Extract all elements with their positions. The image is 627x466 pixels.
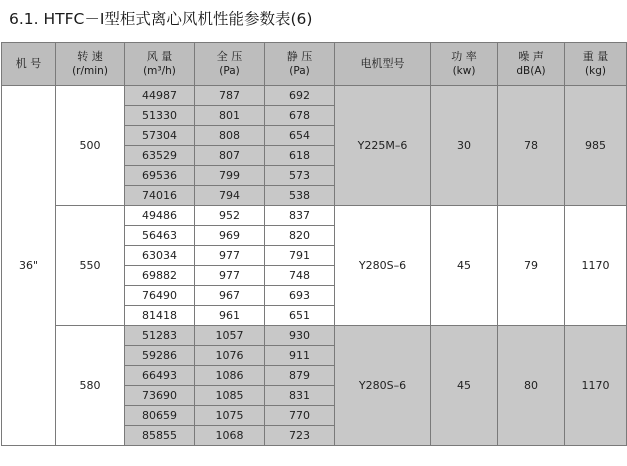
static-pressure-cell: 791 (265, 246, 335, 266)
table-row (2, 206, 627, 226)
total-pressure-cell: 967 (195, 286, 265, 306)
header-row (2, 43, 627, 86)
total-pressure-cell: 1075 (195, 406, 265, 426)
power-cell: 30 (431, 86, 498, 206)
total-pressure-cell: 969 (195, 226, 265, 246)
air-flow-cell: 69882 (125, 266, 195, 286)
speed-cell: 500 (56, 86, 125, 206)
static-pressure-cell: 837 (265, 206, 335, 226)
air-flow-cell: 51330 (125, 106, 195, 126)
noise-cell: 79 (498, 206, 565, 326)
air-flow-cell: 63034 (125, 246, 195, 266)
static-pressure-cell: 654 (265, 126, 335, 146)
air-flow-cell: 76490 (125, 286, 195, 306)
total-pressure-cell: 808 (195, 126, 265, 146)
motor-model-cell: Y280S–6 (335, 206, 431, 326)
header-air-flow: 风 量 (m³/h) (125, 43, 195, 86)
total-pressure-cell: 794 (195, 186, 265, 206)
air-flow-cell: 81418 (125, 306, 195, 326)
total-pressure-cell: 1085 (195, 386, 265, 406)
total-pressure-cell: 1068 (195, 426, 265, 446)
total-pressure-cell: 1076 (195, 346, 265, 366)
total-pressure-cell: 977 (195, 266, 265, 286)
header-total-pressure: 全 压 (Pa) (195, 43, 265, 86)
motor-model-cell: Y280S–6 (335, 326, 431, 446)
header-speed: 转 速 (r/min) (56, 43, 125, 86)
header-machine-no: 机 号 (2, 43, 56, 86)
speed-cell: 580 (56, 326, 125, 446)
total-pressure-cell: 977 (195, 246, 265, 266)
total-pressure-cell: 801 (195, 106, 265, 126)
weight-cell: 985 (565, 86, 627, 206)
noise-cell: 78 (498, 86, 565, 206)
power-cell: 45 (431, 206, 498, 326)
air-flow-cell: 80659 (125, 406, 195, 426)
total-pressure-cell: 961 (195, 306, 265, 326)
page-title: 6.1. HTFC－Ⅰ型柜式离心风机性能参数表(6) (9, 10, 313, 28)
power-cell: 45 (431, 326, 498, 446)
static-pressure-cell: 693 (265, 286, 335, 306)
total-pressure-cell: 1086 (195, 366, 265, 386)
static-pressure-cell: 692 (265, 86, 335, 106)
table-row (2, 86, 627, 106)
total-pressure-cell: 787 (195, 86, 265, 106)
static-pressure-cell: 770 (265, 406, 335, 426)
noise-cell: 80 (498, 326, 565, 446)
weight-cell: 1170 (565, 326, 627, 446)
static-pressure-cell: 651 (265, 306, 335, 326)
static-pressure-cell: 538 (265, 186, 335, 206)
total-pressure-cell: 807 (195, 146, 265, 166)
air-flow-cell: 85855 (125, 426, 195, 446)
motor-model-cell: Y225M–6 (335, 86, 431, 206)
speed-cell: 550 (56, 206, 125, 326)
static-pressure-cell: 820 (265, 226, 335, 246)
air-flow-cell: 66493 (125, 366, 195, 386)
air-flow-cell: 51283 (125, 326, 195, 346)
static-pressure-cell: 879 (265, 366, 335, 386)
performance-table (1, 42, 627, 446)
static-pressure-cell: 748 (265, 266, 335, 286)
air-flow-cell: 69536 (125, 166, 195, 186)
total-pressure-cell: 1057 (195, 326, 265, 346)
table-row (2, 326, 627, 346)
static-pressure-cell: 930 (265, 326, 335, 346)
header-static-pressure: 静 压 (Pa) (265, 43, 335, 86)
static-pressure-cell: 911 (265, 346, 335, 366)
air-flow-cell: 56463 (125, 226, 195, 246)
air-flow-cell: 73690 (125, 386, 195, 406)
header-power: 功 率 (kw) (431, 43, 498, 86)
total-pressure-cell: 799 (195, 166, 265, 186)
machine-no-cell: 36" (2, 86, 56, 446)
header-noise: 噪 声 dB(A) (498, 43, 565, 86)
weight-cell: 1170 (565, 206, 627, 326)
static-pressure-cell: 573 (265, 166, 335, 186)
air-flow-cell: 49486 (125, 206, 195, 226)
air-flow-cell: 44987 (125, 86, 195, 106)
static-pressure-cell: 618 (265, 146, 335, 166)
static-pressure-cell: 723 (265, 426, 335, 446)
header-motor-model: 电机型号 (335, 43, 431, 86)
air-flow-cell: 63529 (125, 146, 195, 166)
static-pressure-cell: 831 (265, 386, 335, 406)
header-weight: 重 量 (kg) (565, 43, 627, 86)
static-pressure-cell: 678 (265, 106, 335, 126)
air-flow-cell: 57304 (125, 126, 195, 146)
air-flow-cell: 74016 (125, 186, 195, 206)
total-pressure-cell: 952 (195, 206, 265, 226)
air-flow-cell: 59286 (125, 346, 195, 366)
